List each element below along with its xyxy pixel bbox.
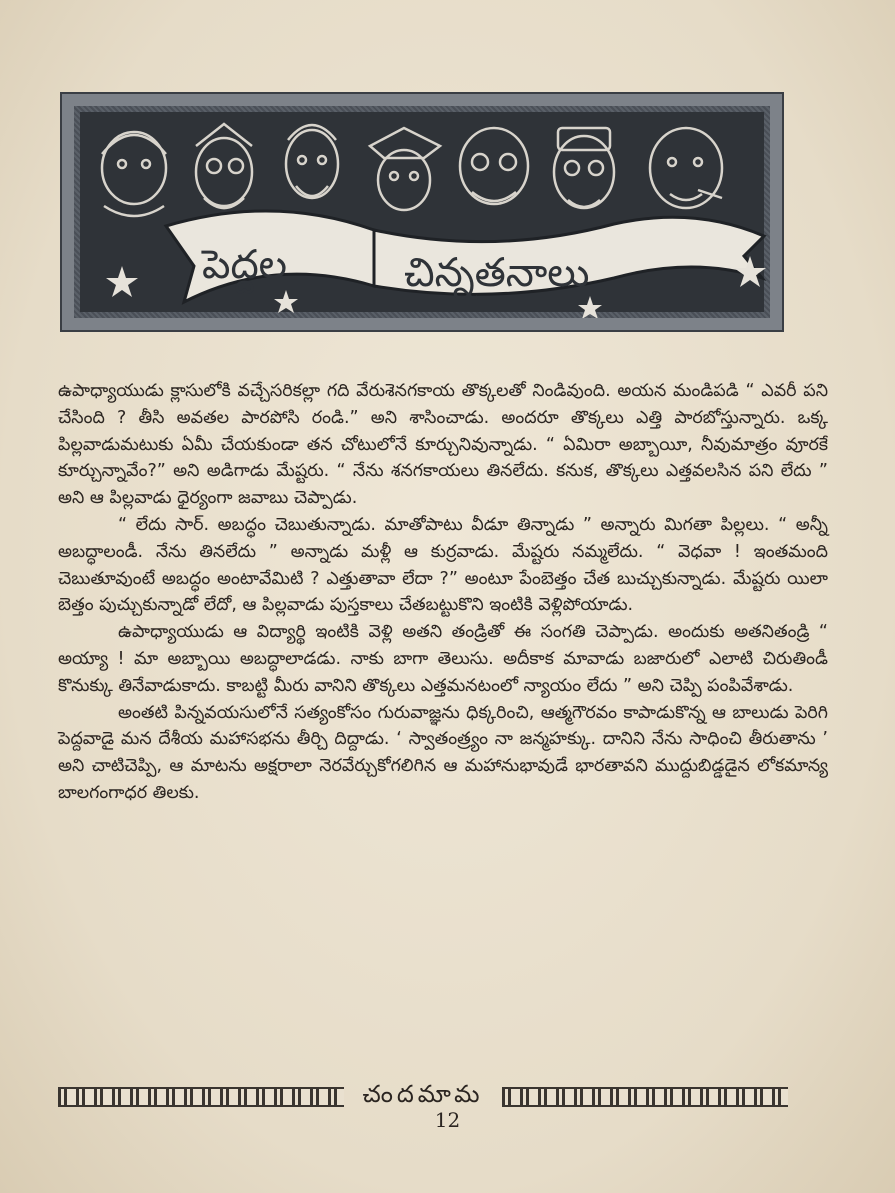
portrait-icon-4	[370, 128, 440, 210]
banner-title-part1: పెద్దల	[202, 242, 288, 288]
magazine-name: చందమామ	[362, 1080, 484, 1108]
ornament-right	[502, 1087, 788, 1107]
portrait-icon-2	[196, 124, 252, 208]
page-number: 12	[434, 1108, 461, 1132]
paragraph: ఉపాధ్యాయుడు క్లాసులోకి వచ్చేసరికల్లా గది వేరుశెనగకాయ తొక్కలతో నిండివుంది. అయన మండిపడి “ ఎవరీ పని చేసింది ? తీసి అవతల పారపోసి రండి.” అని శాసించాడు. అందరూ తొక్కలు ఎత్తి పారబోస్తున్నారు. ఒక్క పిల్లవాడుమటుకు ఏమీ చేయకుండా తన చోటులోనే కూర్చునివున్నాడు. “ ఏమిరా అబ్బాయీ, నీవుమాత్రం వూరకే కూర్చున్నావేం?” అని అడిగాడు మేష్టరు. “ నేను శనగకాయలు తినలేదు. కనుక, తొక్కలు ఎత్తవలసిన పని లేదు ” అని ఆ పిల్లవాడు ధైర్యంగా జవాబు చెప్పాడు.	[58, 381, 828, 509]
paragraph: “ లేదు సార్. అబద్ధం చెబుతున్నాడు. మాతోపాటు వీడూ తిన్నాడు ” అన్నారు మిగతా పిల్లలు. “ అన్నీ అబద్ధాలండీ. నేను తినలేదు ” అన్నాడు మళ్లీ ఆ కుర్రవాడు. మేష్టరు నమ్మలేదు. “ వెధవా ! ఇంతమంది చెబుతూవుంటే అబద్ధం అంటావేమిటి ? ఎత్తుతావా లేదా ?” అంటూ పేంబెత్తం చేత బుచ్చుకున్నాడు. మేష్టరు యిలా బెత్తం పుచ్చుకున్నాడో లేదో, ఆ పిల్లవాడు పుస్తకాలు చేతబట్టుకొని ఇంటికి వెళ్లిపోయాడు.	[58, 514, 828, 616]
star-icon	[274, 290, 298, 313]
title-banner	[62, 94, 782, 330]
portrait-icon-5	[460, 128, 528, 204]
star-icon	[106, 266, 138, 297]
portrait-icon-1	[102, 132, 166, 216]
star-icon	[578, 296, 602, 318]
portrait-icon-7	[650, 128, 722, 208]
portrait-icon-3	[286, 125, 338, 198]
ornament-left	[58, 1087, 344, 1107]
banner-art	[74, 106, 770, 318]
paragraph: అంతటి పిన్నవయసులోనే సత్యంకోసం గురువాజ్ఞను ధిక్కరించి, ఆత్మగౌరవం కాపాడుకొన్న ఆ బాలుడు పెరిగి పెద్దవాడై మన దేశీయ మహాసభను తీర్చి దిద్దాడు. ‘ స్వాతంత్ర్యం నా జన్మహక్కు. దానిని నేను సాధించి తీరుతాను ’ అని చాటిచెప్పి, ఆ మాటను అక్షరాలా నెరవేర్చుకోగలిగిన ఆ మహానుభావుడే భారతావని ముద్దుబిడ్డడైన లోకమాన్య బాలగంగాధర తిలకు.	[58, 702, 828, 803]
portrait-icon-6	[554, 128, 614, 208]
article-body	[58, 378, 828, 807]
paragraph: ఉపాధ్యాయుడు ఆ విద్యార్థి ఇంటికి వెళ్లి అతని తండ్రితో ఈ సంగతి చెప్పాడు. అందుకు అతనితండ్రి “ అయ్యా ! మా అబ్బాయి అబద్ధాలాడడు. నాకు బాగా తెలుసు. అదీకాక మావాడు బజారులో ఎలాటి చిరుతిండీ కొనుక్కు తినేవాడుకాదు. కాబట్టి మీరు వానిని తొక్కలు ఎత్తమనటంలో న్యాయం లేదు ” అని చెప్పి పంపివేశాడు.	[58, 622, 828, 696]
banner-title-part2: చిన్నతనాలు	[404, 250, 590, 296]
